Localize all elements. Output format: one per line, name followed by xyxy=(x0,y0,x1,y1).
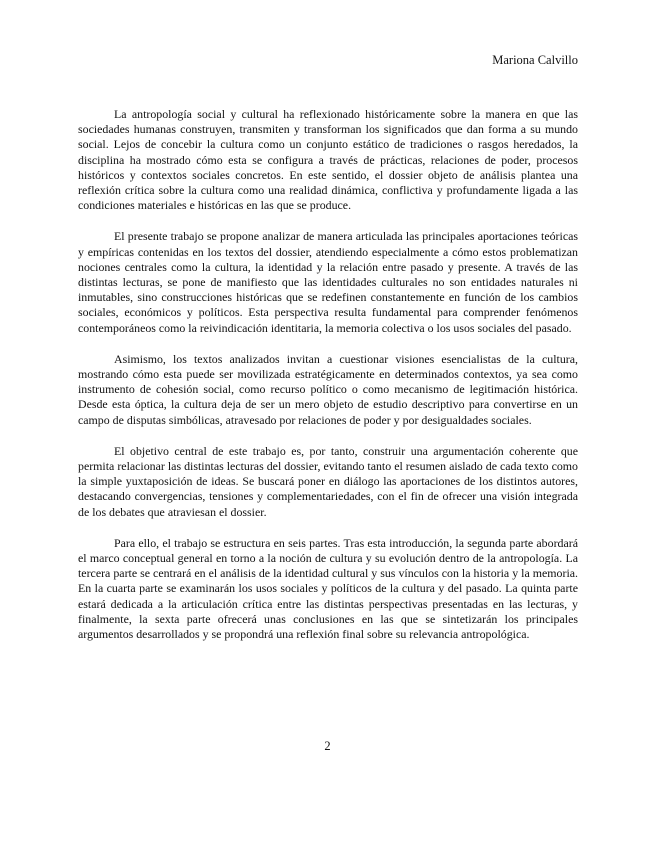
paragraph-1: La antropología social y cultural ha reflexionado históricamente sobre la manera en que las sociedades humanas construyen, transmiten y transforman los significados que dan forma a su mundo social. Lejos de concebir la cultura como un conjunto estático de tradiciones o rasgos heredados, la disciplina ha mostrado cómo esta se configura a través de prácticas, relaciones de poder, procesos históricos y contextos sociales concretos. En este sentido, el dossier objeto de análisis plantea una reflexión crítica sobre la cultura como una realidad dinámica, conflictiva y profundamente ligada a las condiciones materiales e históricas en las que se produce. xyxy=(78,107,578,213)
paragraph-4: El objetivo central de este trabajo es, por tanto, construir una argumentación coherente que permita relacionar las distintas lecturas del dossier, evitando tanto el resumen aislado de cada texto como la simple yuxtaposición de ideas. Se buscará poner en diálogo las aportaciones de los distintos autores, destacando convergencias, tensiones y complementariedades, con el fin de ofrecer una visión integrada de los debates que atraviesan el dossier. xyxy=(78,443,578,519)
page-number: 2 xyxy=(324,739,331,753)
header-author-name: Mariona Calvillo xyxy=(492,53,578,67)
paragraph-3: Asimismo, los textos analizados invitan a cuestionar visiones esencialistas de la cultura, mostrando cómo esta puede ser movilizada estratégicamente en determinados contextos, ya sea como instrumento de cohesión social, como recurso político o como mecanismo de legitimación histórica. Desde esta óptica, la cultura deja de ser un mero objeto de estudio descriptivo para convertirse en un campo de disputas simbólicas, atravesado por relaciones de poder y por desigualdades sociales. xyxy=(78,351,578,427)
body-text xyxy=(78,107,578,658)
paragraph-5: Para ello, el trabajo se estructura en seis partes. Tras esta introducción, la segunda parte abordará el marco conceptual general en torno a la noción de cultura y su evolución dentro de la antropología. La tercera parte se centrará en el análisis de la identidad cultural y sus vínculos con la historia y la memoria. En la cuarta parte se examinarán los usos sociales y políticos de la cultura y del pasado. La quinta parte estará dedicada a la articulación crítica entre las distintas perspectivas presentadas en las lecturas, y finalmente, la sexta parte ofrecerá unas conclusiones en las que se sintetizarán los principales argumentos desarrollados y se propondrá una reflexión final sobre su relevancia antropológica. xyxy=(78,535,578,642)
paragraph-2: El presente trabajo se propone analizar de manera articulada las principales aportaciones teóricas y empíricas contenidas en los textos del dossier, atendiendo especialmente a cómo estos problematizan nociones centrales como la cultura, la identidad y la relación entre pasado y presente. A través de las distintas lecturas, se pone de manifiesto que las identidades culturales no son entidades naturales ni inmutables, sino construcciones históricas que se redefinen constantemente en función de los cambios sociales, económicos y políticos. Esta perspectiva resulta fundamental para comprender fenómenos contemporáneos como la reivindicación identitaria, la memoria colectiva o los usos sociales del pasado. xyxy=(78,229,578,335)
